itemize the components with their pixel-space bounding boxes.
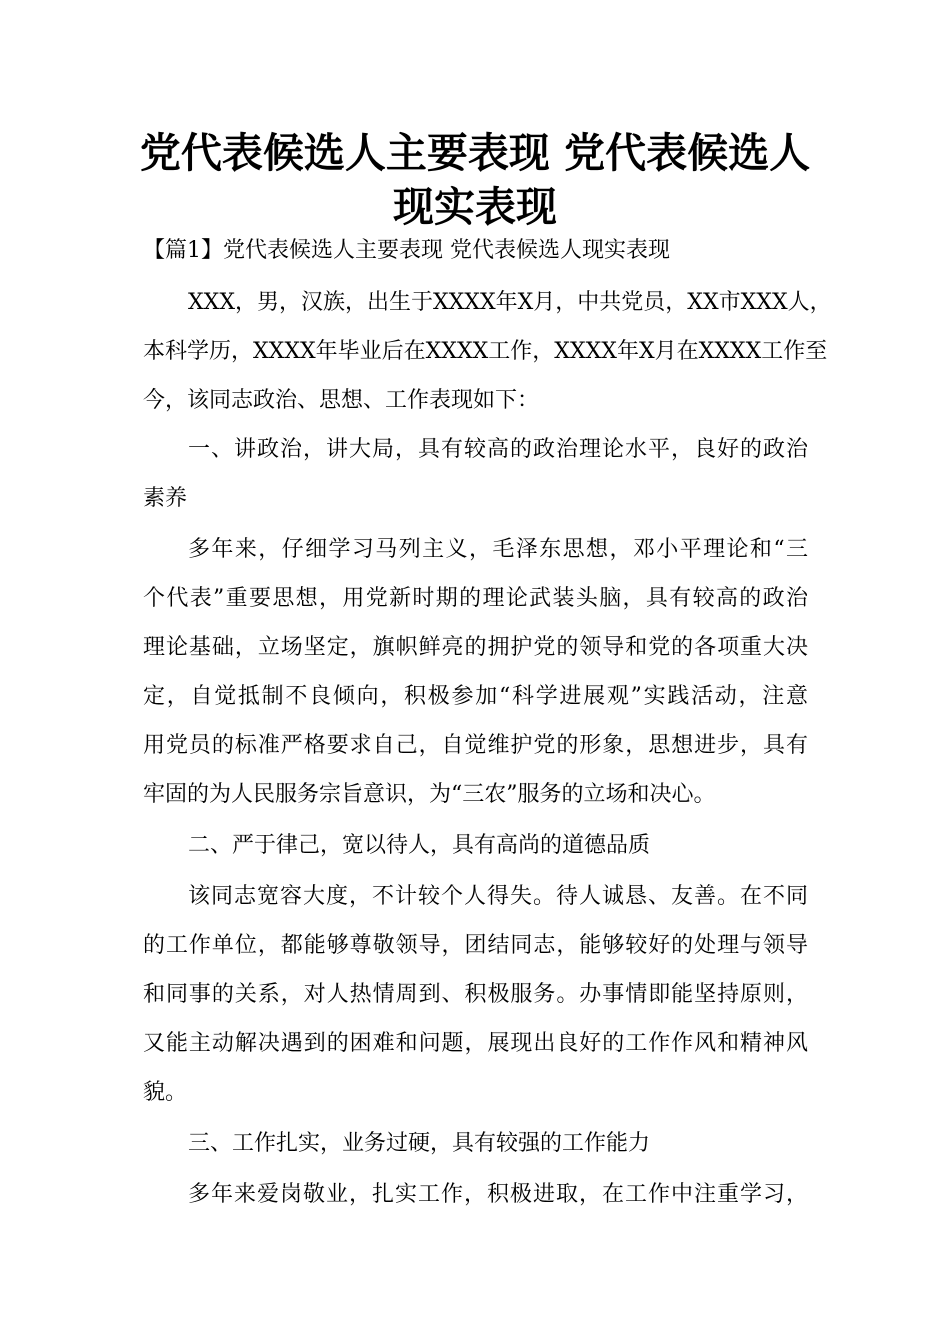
paragraph-line: 该同志宽容大度，不计较个人得失。待人诚恳、友善。在不同: [188, 884, 808, 909]
section-heading-line: 二、严于律己，宽以待人，具有高尚的道德品质: [188, 833, 651, 858]
section-heading-line: 三、工作扎实，业务过硬，具有较强的工作能力: [188, 1131, 651, 1156]
section-heading-line: 素养: [143, 486, 188, 511]
section-heading-line: 一、讲政治，讲大局，具有较高的政治理论水平，良好的政治: [188, 437, 808, 462]
paragraph-line: 多年来，仔细学习马列主义，毛泽东思想，邓小平理论和“三: [188, 537, 808, 562]
paragraph-line: 理论基础，立场坚定，旗帜鲜亮的拥护党的领导和党的各项重大决: [143, 635, 808, 660]
document-title-line-1: 党代表候选人主要表现 党代表候选人: [139, 129, 811, 177]
document-subtitle: 【篇1】党代表候选人主要表现 党代表候选人现实表现: [143, 238, 670, 263]
paragraph-line: 和同事的关系，对人热情周到、积极服务。办事情即能坚持原则，: [143, 982, 808, 1007]
paragraph-line: 牢固的为人民服务宗旨意识，为“三农”服务的立场和决心。: [143, 782, 716, 807]
paragraph-line: 用党员的标准严格要求自己，自觉维护党的形象，思想进步，具有: [143, 733, 808, 758]
paragraph-line: 个代表”重要思想，用党新时期的理论武装头脑，具有较高的政治: [143, 586, 808, 611]
paragraph-line: 多年来爱岗敬业，扎实工作，积极进取，在工作中注重学习，: [188, 1182, 808, 1207]
paragraph-line: 定，自觉抵制不良倾向，积极参加“科学进展观”实践活动，注意: [143, 684, 808, 709]
paragraph-line: XXX，男，汉族，出生于XXXX年X月，中共党员，XX市XXX人，: [188, 290, 832, 315]
paragraph-line: 本科学历，XXXX年毕业后在XXXX工作，XXXX年X月在XXXX工作至: [143, 339, 828, 364]
paragraph-line: 又能主动解决遇到的困难和问题，展现出良好的工作作风和精神风: [143, 1031, 808, 1056]
paragraph-line: 貌。: [143, 1080, 188, 1105]
paragraph-line: 今，该同志政治、思想、工作表现如下：: [143, 388, 540, 413]
paragraph-line: 的工作单位，都能够尊敬领导，团结同志，能够较好的处理与领导: [143, 933, 808, 958]
document-title-line-2: 现实表现: [393, 183, 557, 231]
